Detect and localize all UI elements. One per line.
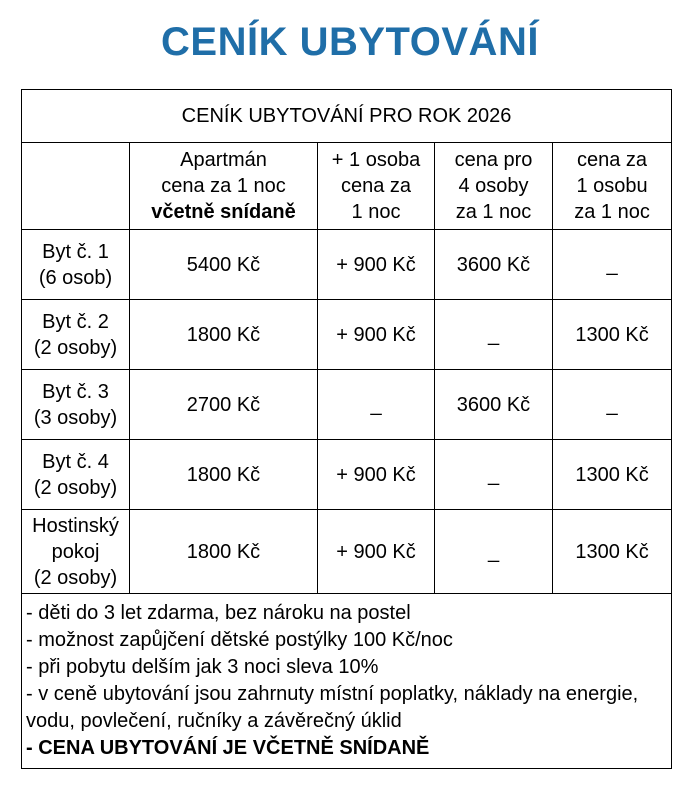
header-apartment-price	[130, 143, 318, 230]
note-item: - v ceně ubytování jsou zahrnuty místní poplatky, náklady na energie, vodu, povlečení, ručníky a závěrečný úklid	[26, 683, 639, 732]
header-line: 1 osobu	[576, 175, 648, 197]
note-item: - při pobytu delším jak 3 noci sleva 10%	[26, 656, 379, 678]
header-line: 4 osoby	[458, 175, 529, 197]
extra-person-cell: + 900 Kč	[318, 440, 435, 510]
page-title: CENÍK UBYTOVÁNÍ	[161, 20, 539, 64]
unit-name-cell	[22, 510, 130, 594]
header-line-bold: včetně snídaně	[151, 201, 296, 223]
unit-name-cell	[22, 230, 130, 300]
price-1-person-cell: 1300 Kč	[553, 440, 672, 510]
unit-name: Byt č. 3	[42, 380, 109, 403]
unit-name: Hostinský	[32, 514, 119, 537]
header-line: 1 noc	[351, 201, 401, 223]
unit-capacity: (2 osoby)	[33, 476, 118, 499]
note-item: - možnost zapůjčení dětské postýlky 100 Kč/noc	[26, 629, 453, 651]
price-1-person-cell: _	[553, 370, 672, 440]
header-extra-person	[318, 143, 435, 230]
price-cell: 5400 Kč	[130, 230, 318, 300]
table-row	[22, 370, 672, 440]
price-1-person-cell: 1300 Kč	[553, 300, 672, 370]
extra-person-cell: _	[318, 370, 435, 440]
table-row	[22, 510, 672, 594]
unit-name-cell	[22, 300, 130, 370]
notes-cell	[22, 594, 672, 769]
unit-name: Byt č. 1	[42, 240, 109, 263]
notes-row	[22, 594, 672, 769]
note-item: - děti do 3 let zdarma, bez nároku na postel	[26, 602, 411, 624]
price-4-persons-cell: _	[435, 510, 553, 594]
unit-name: Byt č. 4	[42, 450, 109, 473]
unit-name-cell	[22, 440, 130, 510]
price-1-person-cell: 1300 Kč	[553, 510, 672, 594]
unit-name-cell	[22, 370, 130, 440]
note-emphasis: - CENA UBYTOVÁNÍ JE VČETNĚ SNÍDANĚ	[26, 737, 430, 759]
header-line: za 1 noc	[455, 201, 532, 223]
header-price-4-persons	[435, 143, 553, 230]
price-4-persons-cell: _	[435, 300, 553, 370]
extra-person-cell: + 900 Kč	[318, 510, 435, 594]
caption-row	[22, 90, 672, 143]
extra-person-cell: + 900 Kč	[318, 230, 435, 300]
unit-capacity: (6 osob)	[38, 266, 113, 289]
price-cell: 1800 Kč	[130, 300, 318, 370]
unit-capacity: (3 osoby)	[33, 406, 118, 429]
unit-capacity: (2 osoby)	[33, 566, 118, 589]
table-row	[22, 230, 672, 300]
unit-name: Byt č. 2	[42, 310, 109, 333]
header-line: + 1 osoba	[331, 149, 421, 171]
price-cell: 2700 Kč	[130, 370, 318, 440]
unit-name: pokoj	[51, 540, 100, 563]
price-4-persons-cell: 3600 Kč	[435, 230, 553, 300]
table-row	[22, 300, 672, 370]
header-line: cena za	[577, 149, 648, 171]
header-empty-cell	[22, 143, 130, 230]
unit-capacity: (2 osoby)	[33, 336, 118, 359]
header-row	[22, 143, 672, 230]
extra-person-cell: + 900 Kč	[318, 300, 435, 370]
header-line: cena pro	[454, 149, 533, 171]
price-4-persons-cell: 3600 Kč	[435, 370, 553, 440]
price-1-person-cell: _	[553, 230, 672, 300]
header-price-1-person	[553, 143, 672, 230]
price-cell: 1800 Kč	[130, 440, 318, 510]
table-row	[22, 440, 672, 510]
header-line: Apartmán	[180, 149, 267, 171]
table-caption: CENÍK UBYTOVÁNÍ PRO ROK 2026	[22, 90, 672, 143]
header-line: cena za	[340, 175, 412, 197]
price-table	[21, 89, 672, 769]
header-line: za 1 noc	[574, 201, 650, 223]
header-line: cena za 1 noc	[161, 175, 286, 197]
price-4-persons-cell: _	[435, 440, 553, 510]
price-cell: 1800 Kč	[130, 510, 318, 594]
